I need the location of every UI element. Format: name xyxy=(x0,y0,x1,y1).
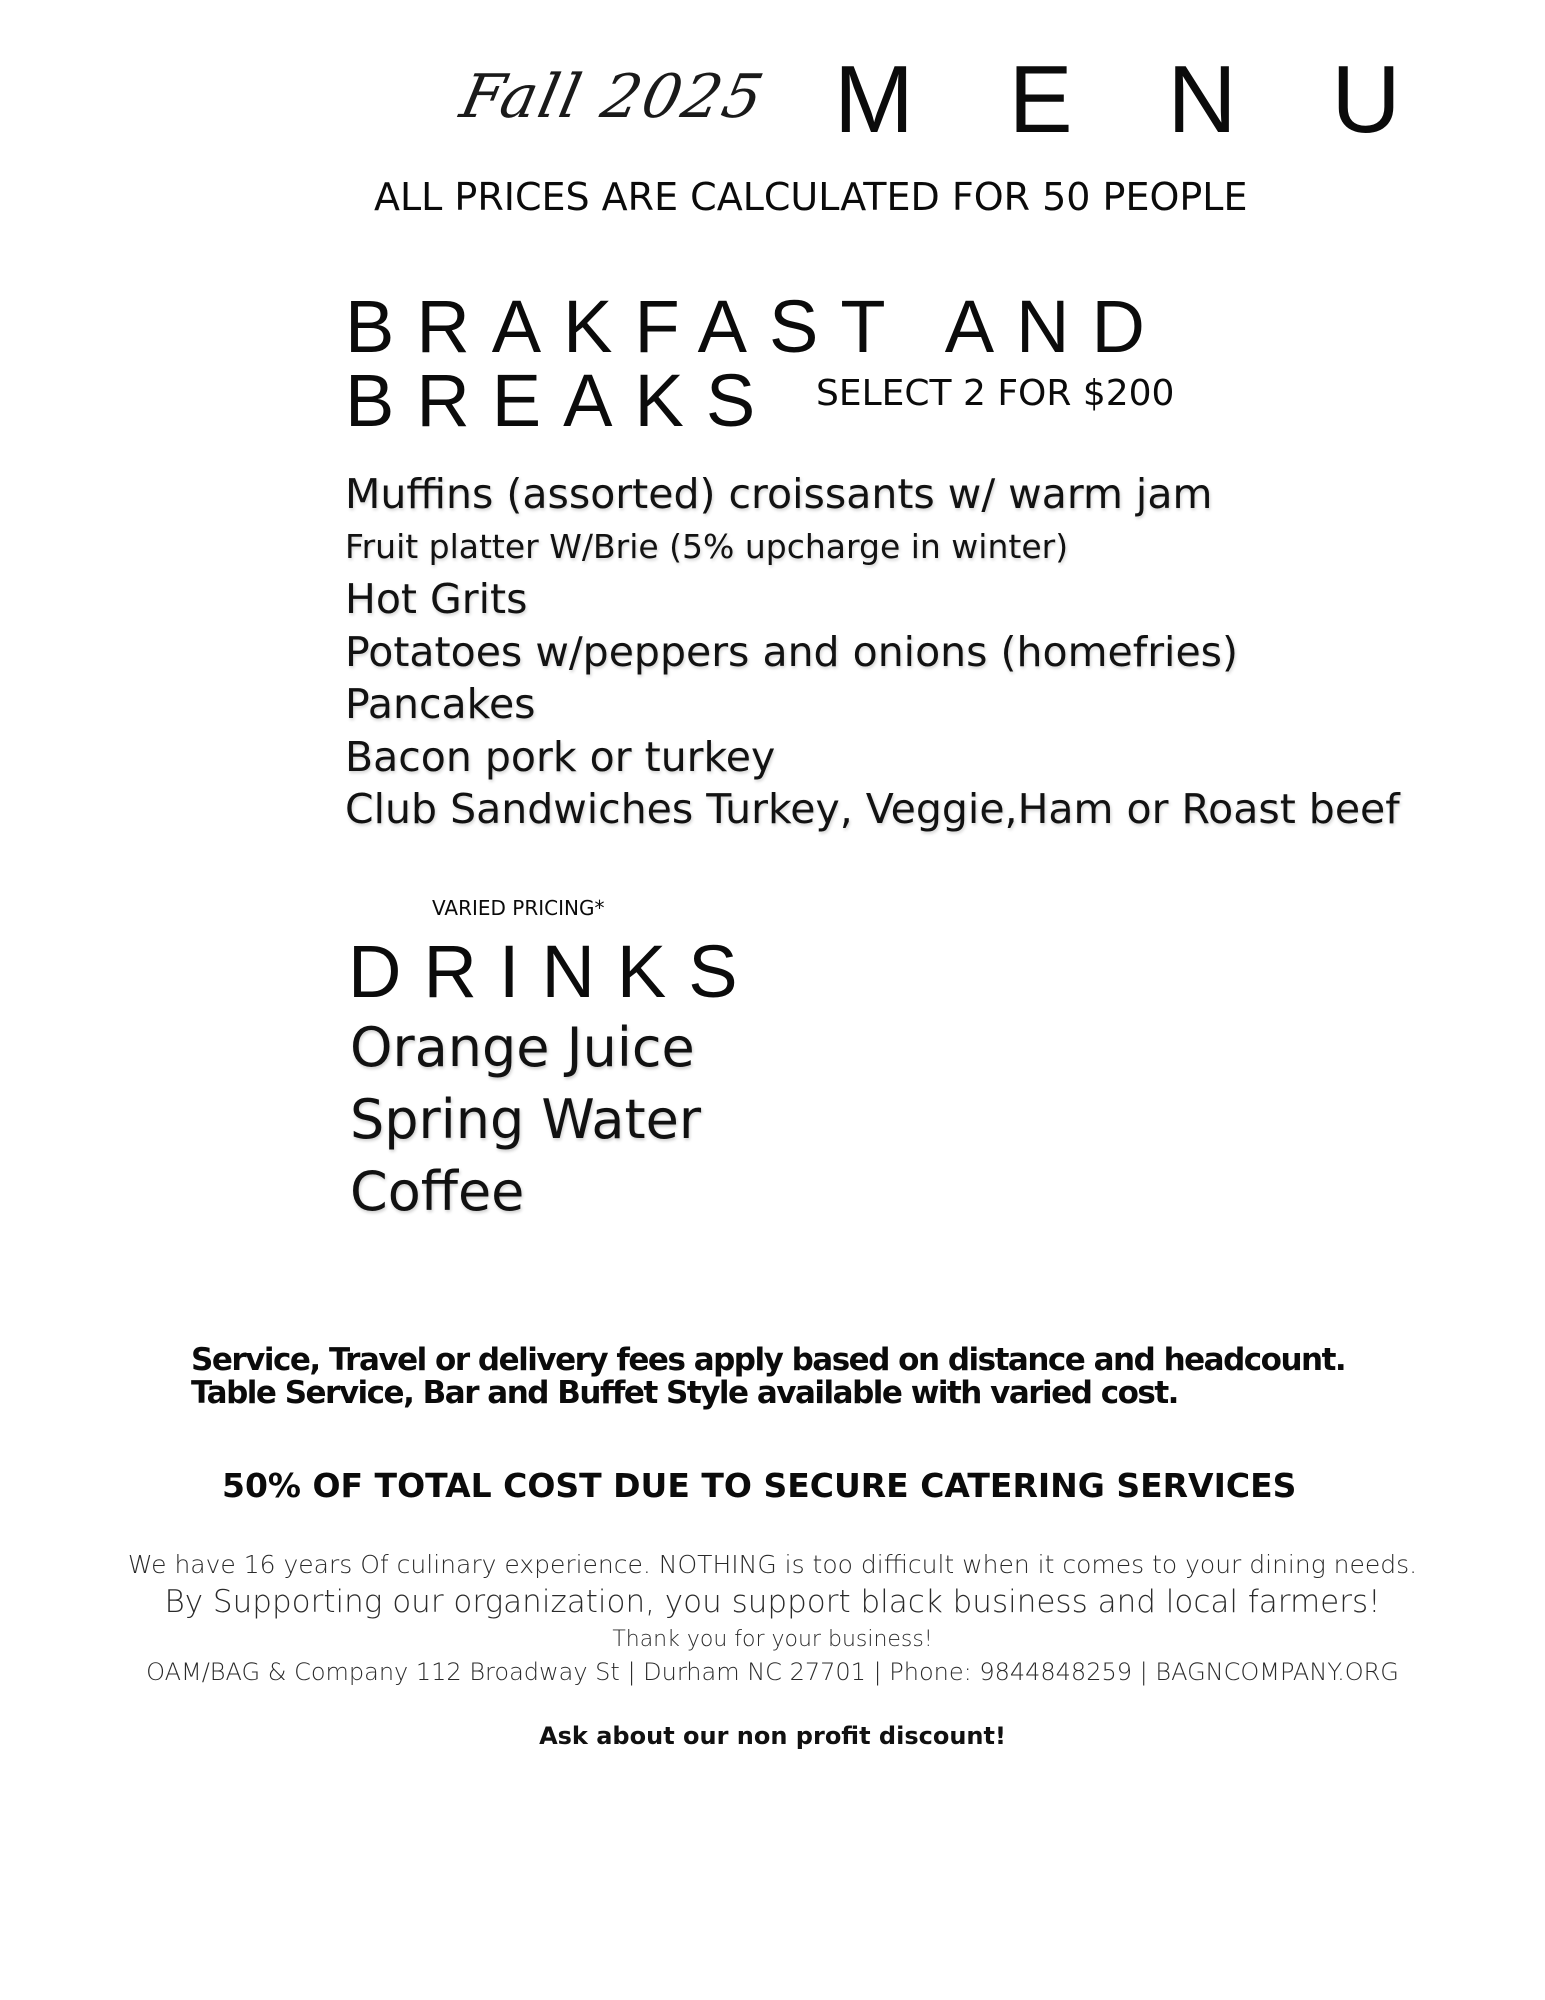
contact-info: OAM/BAG & Company 112 Broadway St | Durham NC 27701 | Phone: 9844848259 | BAGNCOMPANY.ORG xyxy=(146,1658,1399,1686)
experience-text: We have 16 years Of culinary experience. NOTHING is too difficult when it comes to your dining needs. xyxy=(127,1550,1418,1579)
support-text: By Supporting our organization, you support black business and local farmers! xyxy=(164,1584,1381,1620)
varied-pricing-note: VARIED PRICING* xyxy=(432,896,605,920)
fees-line2: Table Service, Bar and Buffet Style available with varied cost. xyxy=(191,1375,1178,1411)
list-item: Spring Water xyxy=(350,1088,702,1151)
list-item: Orange Juice xyxy=(350,1016,695,1079)
select-price-note: SELECT 2 FOR $200 xyxy=(816,373,1175,414)
list-item: Pancakes xyxy=(345,680,536,728)
deposit-note: 50% OF TOTAL COST DUE TO SECURE CATERING SERVICES xyxy=(222,1466,1297,1505)
prices-note: ALL PRICES ARE CALCULATED FOR 50 PEOPLE xyxy=(374,175,1248,219)
list-item: Coffee xyxy=(350,1160,525,1223)
drinks-list xyxy=(350,1012,701,1228)
season-title: Fall 2025 xyxy=(454,62,771,132)
breakfast-item-list xyxy=(345,468,1400,836)
menu-title: M E N U xyxy=(834,46,1435,153)
breakfast-heading-line2: BREAKS xyxy=(345,359,778,442)
thanks-text: Thank you for your business! xyxy=(612,1627,933,1652)
drinks-heading: DRINKS xyxy=(348,930,760,1013)
list-item: Muffins (assorted) croissants w/ warm jam xyxy=(345,470,1213,518)
discount-note: Ask about our non profit discount! xyxy=(539,1722,1006,1750)
list-item: Club Sandwiches Turkey, Veggie,Ham or Roast beef xyxy=(345,785,1400,833)
breakfast-heading-line1: BRAKFAST AND xyxy=(345,285,1167,368)
fees-note xyxy=(191,1344,1345,1410)
list-item: Fruit platter W/Brie (5% upcharge in winter) xyxy=(345,526,1069,566)
list-item: Bacon pork or turkey xyxy=(345,732,776,781)
fees-line1: Service, Travel or delivery fees apply based on distance and headcount. xyxy=(191,1342,1346,1378)
list-item: Potatoes w/peppers and onions (homefries) xyxy=(345,627,1239,676)
list-item: Hot Grits xyxy=(345,575,528,623)
